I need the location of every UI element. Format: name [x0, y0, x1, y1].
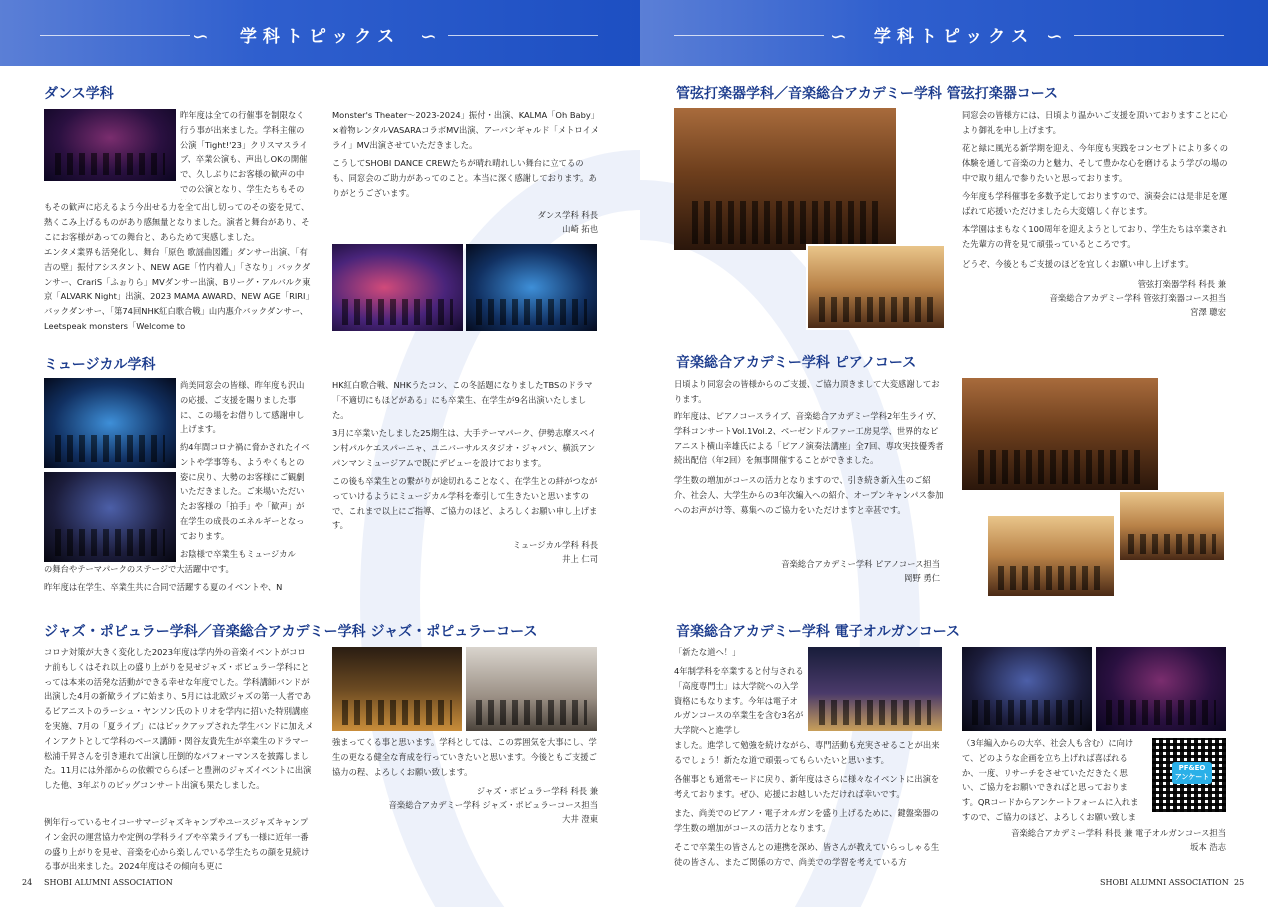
swirl-ornament-icon: ∽ [420, 24, 437, 48]
jazz-signature-role-2: 音楽総合アカデミー学科 ジャズ・ポピュラーコース担当 [388, 800, 598, 810]
musical-text-3: の舞台やテーマパークのステージで大活躍中です。 [44, 564, 234, 574]
page-number: 24 [22, 878, 33, 887]
piano-photo-2 [986, 514, 1116, 598]
page-title: 学科トピックス [873, 27, 1035, 47]
musical-text-5: HK紅白歌合戦、NHKうたコン、この冬話題になりましたTBSのドラマ「不適切にもほどがある」にも卒業生、在学生が9名出演いたしました。 [332, 380, 593, 420]
organ-text-6: （3年編入からの大卒、社会人も含む）に向けて、どのような企画を立ち上げれば喜ばれるか、一度、リサーチをさせていただきたく思い、ご協力をお願いできればと思っております。QRコードからアンケートフォームに入れますので、ご協力のほど、よろしくお願い致しま [962, 738, 1139, 822]
piano-signature-role: 音楽総合アカデミー学科 ピアノコース担当 [781, 559, 940, 569]
section-title-jazz: ジャズ・ポピュラー学科／音楽総合アカデミー学科 ジャズ・ポピュラーコース [44, 624, 538, 640]
jazz-text-1: コロナ対策が大きく変化した2023年度は学内外の音楽イベントがコロナ前もしくはそれ以上の盛り上がりを見せジャズ・ポピュラー学科にとっては本来の活発な活動ができる幸せな年度でした。学科講師バンドが出演した4月の新歓ライブに始まり、5月には北欧ジャズの第一人者であるピアニストのラーシュ・ヤンソン氏のトリオを学内に招いた特別講座を実施、7月の「夏ライブ」にはピックアップされた学生バンドに加えメインアクトとして学科のベース講師・関谷友貴先生が卒業生のドラマー松浦千昇さんを引き連れて出演し圧倒的なパフォーマンスを披露しました。11月には外部からの依頼でららぽーと豊洲のジャズイベントに出演した他、3年ぶりのビッグコンサート出演も果たしました。 [44, 647, 314, 791]
musical-signature-name: 井上 仁司 [562, 554, 598, 564]
organ-signature-name: 坂本 浩志 [1190, 842, 1226, 852]
swirl-ornament-icon: ∽ [830, 24, 847, 48]
musical-signature-role: ミュージカル学科 科長 [512, 540, 598, 550]
organ-text-2b: ました。進学して勉強を続けながら、専門活動も充実させることが出来るでしょう！新たな道で頑張ってもらいたいと思います。 [674, 740, 940, 765]
orchestra-text-3: 今年度も学科催事を多数予定しておりますので、演奏会には是非足を運ばれて応援いただけましたら大変嬉しく存じます。 [962, 191, 1228, 216]
jazz-text-2: 例年行っているセイコーサマージャズキャンプやユースジャズキャンプイン金沢の運営協力や定例の学科ライブや卒業ライブも一様に近年一番の盛り上がりを見せ、音楽を心から楽しんでいる学生たちの顔を見続ける事が出来ました。2024年度はその傾向も更に [44, 817, 310, 872]
musical-photo-2 [44, 472, 176, 562]
section-title-organ: 音楽総合アカデミー学科 電子オルガンコース [676, 624, 961, 640]
footer-org: SHOBI ALUMNI ASSOCIATION [1100, 878, 1229, 887]
dance-signature-role: ダンス学科 科長 [537, 210, 598, 220]
piano-text-2: 昨年度は、ピアノコースライブ、音楽総合アカデミー学科2年生ライヴ、学科コンサートVol.1Vol.2、ベーゼンドルファー工房見学、世界的なピアニスト横山幸雄氏による「ピアノ演奏法講座」全7回、専攻実技優秀者続出配信（年2回）を無事開催することができました。 [674, 411, 944, 466]
dance-photo-3 [466, 244, 597, 331]
organ-text-1: 「新たな道へ！」 [674, 647, 741, 657]
orchestra-photo-2 [806, 244, 946, 330]
orchestra-signature-role: 管弦打楽器学科 科長 兼 [1137, 279, 1226, 289]
right-page [640, 0, 1280, 907]
musical-text-2: 約4年間コロナ禍に脅かされたイベントや学事等も、ようやくもとの姿に戻り、大勢のお客様にご観劇いただきました。ご来場いただいたお客様の「拍手」や「歓声」が在学生の成長のエネルギーとなっております。 [180, 442, 310, 541]
organ-text-2a: 4年制学科を卒業すると付与される「高度専門士」は大学院への入学資格にもなります。今年は電子オルガンコースの卒業生を含む3名が大学院へと進学し [674, 666, 804, 736]
organ-signature-role: 音楽総合アカデミー学科 科長 兼 電子オルガンコース担当 [1011, 828, 1226, 838]
page-number: 25 [1234, 878, 1245, 887]
orchestra-text-5: どうぞ、今後ともご支援のほどを宜しくお願い申し上げます。 [962, 259, 1194, 269]
section-title-piano: 音楽総合アカデミー学科 ピアノコース [676, 355, 917, 371]
jazz-text-3: 強まってくる事と思います。学科としては、この雰囲気を大事にし、学生の更なる健全な育成を行っていきたいと思います。今後ともご支援ご協力の程、よろしくお願い致します。 [332, 737, 597, 777]
organ-text-5: そこで卒業生の皆さんとの連携を深め、皆さんが教えていらっしゃる生徒の皆さん、またご関係の方で、尚美での学習を考えている方 [674, 842, 940, 867]
musical-text-4: 昨年度は在学生、卒業生共に合同で活躍する夏のイベントや、N [44, 582, 283, 592]
page-title: 学科トピックス [239, 27, 401, 47]
swirl-ornament-icon: ∽ [1046, 24, 1063, 48]
orchestra-photo-1 [674, 108, 896, 250]
orchestra-text-4: 本学園はまもなく100周年を迎えようとしており、学生たちは卒業された先輩方の背を見て頑張っているところです。 [962, 224, 1227, 249]
section-title-dance: ダンス学科 [44, 86, 114, 102]
musical-text-3a: お陰様で卒業生もミュージカル [180, 549, 296, 559]
musical-photo-1 [44, 378, 176, 468]
jazz-signature-role: ジャズ・ポピュラー学科 科長 兼 [476, 786, 598, 796]
piano-text-3: 学生数の増加がコースの活力となりますので、引き続き新入生のご紹介、社会人、大学生からの3年次編入への紹介、オープンキャンパス参加へのお声がけ等、募集へのご協力をいただけますと幸甚です。 [674, 475, 944, 515]
jazz-signature-name: 大井 澄東 [562, 814, 598, 824]
banner-line [1074, 35, 1224, 36]
orchestra-text-2: 花と緑に風光る新学期を迎え、今年度も実践をコンセプトにより多くの体験を通して音楽の力と魅力、そして豊かな心を磨けるよう学びの場の中で取り組んで参りたいと思っております。 [962, 143, 1229, 183]
dance-text-3: Monster's Theater～2023-2024」振付・出演、KALMA「Oh Baby」×着物レンタルVASARAコラボMV出演、アーバンギャルド「メトロイメライ」MV出演させていただきました。 [332, 110, 600, 150]
header-banner [640, 0, 1268, 66]
qr-badge: PF&EO アンケート [1172, 762, 1212, 784]
orchestra-text-1: 同窓会の皆様方には、日頃より温かいご支援を頂いておりますことに心より御礼を申し上げます。 [962, 110, 1228, 135]
dance-signature-name: 山崎 拓也 [562, 224, 598, 234]
orchestra-signature-role-2: 音楽総合アカデミー学科 管弦打楽器コース担当 [1049, 293, 1226, 303]
orchestra-signature-name: 宮澤 聰宏 [1190, 307, 1226, 317]
musical-text-6: 3月に卒業いたしました25期生は、大手テーマパーク、伊勢志摩スペイン村パルケエスパーニャ、ユニバーサルスタジオ・ジャパン、横浜アンパンマンミュージアムで既にデビューを設けております。 [332, 428, 597, 468]
piano-text-1: 日頃より同窓会の皆様からのご支援、ご協力頂きまして大変感謝しております。 [674, 379, 940, 404]
footer-org: SHOBI ALUMNI ASSOCIATION [44, 878, 173, 887]
swirl-ornament-icon: ∽ [192, 24, 209, 48]
musical-text-1: 尚美同窓会の皆様、昨年度も沢山の応援、ご支援を賜りました事に、この場をお借りして感謝申し上げます。 [180, 380, 305, 435]
organ-photo-1 [808, 647, 942, 731]
organ-text-4: また、尚美でのピアノ・電子オルガンを盛り上げるために、鍵盤楽器の学生数の増加がコースの活力となります。 [674, 808, 939, 833]
section-title-musical: ミュージカル学科 [44, 357, 156, 373]
header-banner [0, 0, 640, 66]
piano-signature-name: 岡野 勇仁 [904, 573, 940, 583]
organ-photo-3 [1096, 647, 1226, 731]
banner-line [448, 35, 598, 36]
piano-photo-3 [1118, 490, 1226, 562]
organ-text-3: 各催事とも通常モードに戻り、新年度はさらに様々なイベントに出演を考えております。ぜひ、応援にお越しいただければ幸いです。 [674, 774, 940, 799]
section-title-orchestra: 管弦打楽器学科／音楽総合アカデミー学科 管弦打楽器コース [676, 86, 1059, 102]
piano-photo-1 [962, 378, 1158, 490]
jazz-photo-2 [466, 647, 597, 731]
dance-text-4: こうしてSHOBI DANCE CREWたちが晴れ晴れしい舞台に立てるのも、同窓会のご助力があってのこと。本当に深く感謝しております。ありがとうございます。 [332, 158, 597, 198]
organ-photo-2 [962, 647, 1092, 731]
dance-text-1: 昨年度は全ての行催事を制限なく行う事が出来ました。学科主催の公演「Tight!'23」クリスマスライブ、卒業公演も、声出しOKの開催で、久しぶりにお客様の歓声の中での公演となり、学生たちもその [180, 110, 308, 194]
dance-text-2: エンタメ業界も活発化し、舞台「原色 歌謡曲図鑑」ダンサー出演、「有吉の壁」振付アシスタント、NEW AGE「竹内着人」「さなり」バックダンサー、CrariS「ふぉりら」MVダンサー出演、Bリーグ・アルバルク東京「ALVARK Night」出演、2023 MAMA AWARD、NEW AGE「RIRI」バックダンサー、「第74回NHK紅白歌合戦」山内惠介バックダンサー、Leetspeak monsters「Welcome to [44, 247, 314, 331]
dance-photo-2 [332, 244, 463, 331]
dance-text-1-cont: もその歓声に応えるよう今出せる力を全て出し切ってのその姿を見て、熱くこみ上げるものがあり感無量となりました。演者と舞台があり、そこにお客様があっての舞台と、あらためて実感しました。 [44, 202, 310, 242]
musical-text-7: この後も卒業生との繋がりが途切れることなく、在学生との絆がつながっていけるようにミュージカル学科を牽引して生きたいと思いますので、これまで以上にご指導、ご協力のほど、よろしくお願い申し上げます。 [332, 476, 598, 531]
dance-photo-1 [44, 109, 176, 181]
jazz-photo-1 [332, 647, 462, 731]
